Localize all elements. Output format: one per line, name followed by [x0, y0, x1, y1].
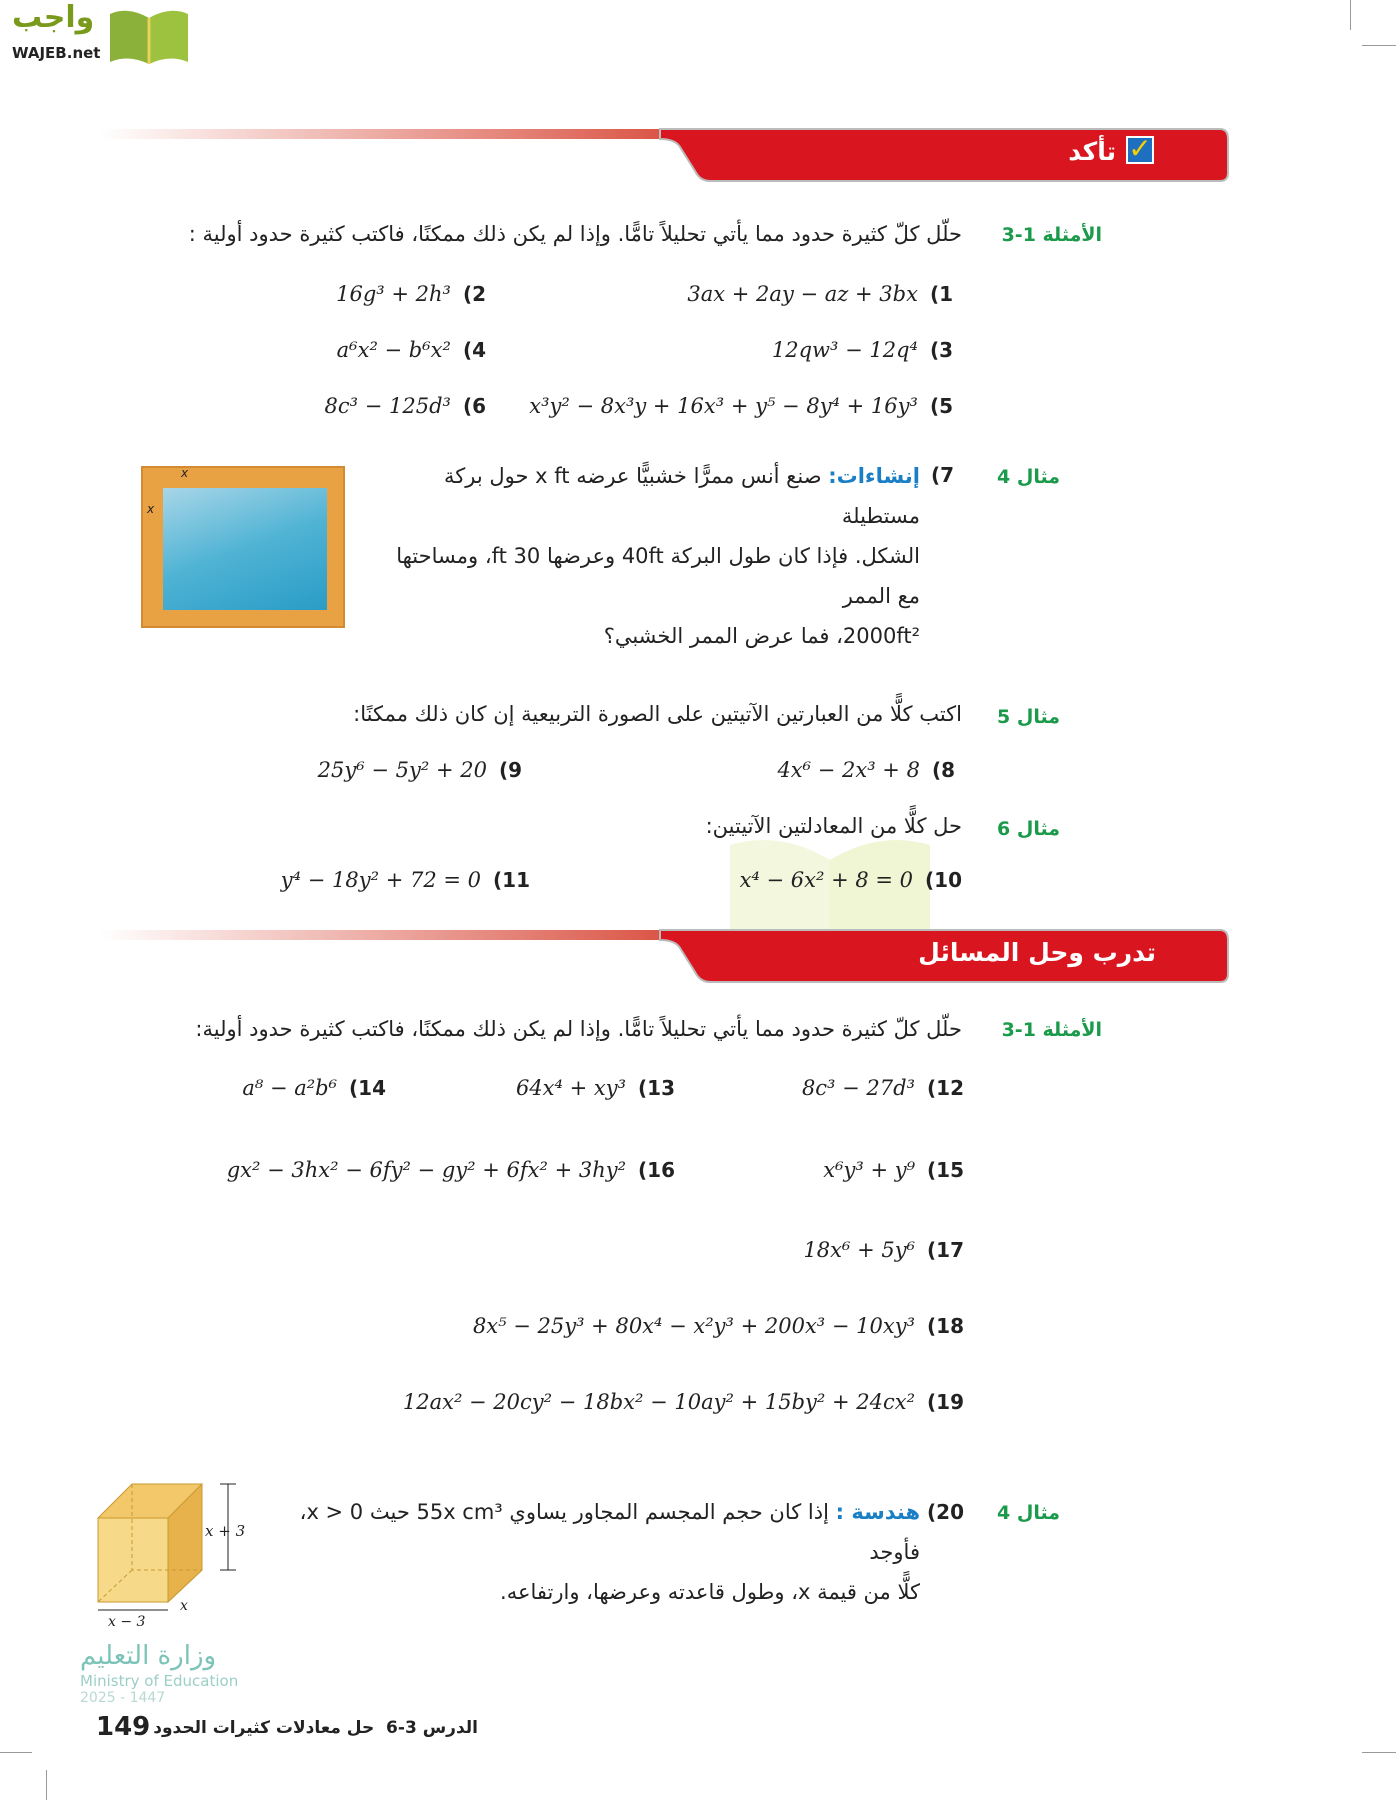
problem-10: (10 x⁴ − 6x² + 8 = 0	[739, 868, 962, 892]
problem-18: (18 8x⁵ − 25y³ + 80x⁴ − x²y³ + 200x³ − 10xy³	[472, 1314, 964, 1338]
problem-16: (16 gx² − 3hx² − 6fy² − gy² + 6fx² + 3hy²	[226, 1158, 675, 1182]
problem-20-text	[280, 1492, 920, 1612]
examples-label: الأمثلة 1-3	[1001, 224, 1102, 246]
page-number: 149	[96, 1712, 151, 1742]
wajeb-logo	[8, 0, 193, 68]
pool-figure: x x	[141, 466, 345, 628]
section-title: تدرب وحل المسائل	[918, 938, 1156, 967]
problem-19: (19 12ax² − 20cy² − 18bx² − 10ay² + 15by² + 24cx²	[402, 1390, 964, 1414]
problem-number: (7	[930, 463, 954, 487]
problem-7-line-3: 2000ft²، فما عرض الممر الخشبي؟	[603, 624, 920, 648]
problem-15: (15 x⁶y³ + y⁹	[823, 1158, 964, 1182]
width-label: x − 3	[108, 1614, 146, 1630]
problem-20-line-1: هندسة : إذا كان حجم المجسم المجاور يساوي 55x cm³ حيث x > 0، فأوجد	[299, 1500, 920, 1564]
crop-mark	[1350, 0, 1351, 30]
problem-2: (2 16g³ + 2h³	[336, 282, 486, 306]
problem-7-text	[370, 456, 920, 656]
problem-7-line-2: الشكل. فإذا كان طول البركة 40ft وعرضها 30 ft، ومساحتها مع الممر	[396, 544, 920, 608]
problem-5: (5 x³y² − 8x³y + 16x³ + y⁵ − 8y⁴ + 16y³	[529, 394, 953, 418]
problem-11: (11 y⁴ − 18y² + 72 = 0	[280, 868, 530, 892]
ministry-year: 2025 - 1447	[80, 1690, 166, 1706]
example-label: مثال 6	[997, 818, 1060, 840]
problem-6: (6 8c³ − 125d³	[324, 394, 486, 418]
section-title: تأكد	[1068, 137, 1116, 166]
ministry-logo	[80, 1640, 260, 1707]
problem-13: (13 64x⁴ + xy³	[515, 1076, 675, 1100]
check-icon: ✓	[1126, 136, 1154, 164]
example-label: مثال 4	[997, 1502, 1060, 1524]
crop-mark	[46, 1770, 47, 1800]
example-label: مثال 5	[997, 706, 1060, 728]
footer-lesson: الدرس 3-6 حل معادلات كثيرات الحدود	[153, 1718, 478, 1738]
crop-mark	[1362, 45, 1396, 46]
instruction: اكتب كلًّا من العبارتين الآتيتين على الصورة التربيعية إن كان ذلك ممكنًا:	[353, 702, 962, 726]
problem-14: (14 a⁸ − a²b⁶	[242, 1076, 386, 1100]
problem-12: (12 8c³ − 27d³	[801, 1076, 964, 1100]
logo-arabic: واجب	[12, 0, 95, 35]
book-icon	[106, 6, 192, 66]
problem-9: (9 25y⁶ − 5y² + 20	[317, 758, 522, 782]
problem-3: (3 12qw³ − 12q⁴	[771, 338, 953, 362]
depth-label: x	[180, 1598, 188, 1614]
ministry-english: Ministry of Education	[80, 1672, 239, 1690]
problem-20-line-2: كلًّا من قيمة x، وطول قاعدته وعرضها، وارتفاعه.	[500, 1580, 920, 1604]
problem-8: (8 4x⁶ − 2x³ + 8	[777, 758, 955, 782]
instruction: حلّل كلّ كثيرة حدود مما يأتي تحليلاً تامًّا. وإذا لم يكن ذلك ممكنًا، فاكتب كثيرة حدود أولية :	[188, 222, 962, 246]
instruction: حلّل كلّ كثيرة حدود مما يأتي تحليلاً تامًّا. وإذا لم يكن ذلك ممكنًا، فاكتب كثيرة حدود أولية:	[195, 1017, 962, 1041]
ministry-arabic: وزارة التعليم	[80, 1641, 217, 1671]
instruction: حل كلًّا من المعادلتين الآتيتين:	[705, 814, 962, 838]
section-banner	[0, 125, 1240, 187]
logo-latin: WAJEB.net	[12, 44, 101, 62]
problem-4: (4 a⁶x² − b⁶x²	[336, 338, 486, 362]
crop-mark	[1362, 1752, 1396, 1753]
problem-number: (20	[927, 1500, 964, 1524]
box-figure	[80, 1478, 255, 1638]
height-label: x + 3	[205, 1522, 246, 1540]
example-label: مثال 4	[997, 466, 1060, 488]
crop-mark	[0, 1752, 32, 1753]
problem-17: (17 18x⁶ + 5y⁶	[803, 1238, 964, 1262]
problem-7-line-1: إنشاءات: صنع أنس ممرًّا خشبيًّا عرضه x ft حول بركة مستطيلة	[444, 464, 920, 528]
problem-1: (1 3ax + 2ay − az + 3bx	[687, 282, 953, 306]
examples-label: الأمثلة 1-3	[1001, 1019, 1102, 1041]
